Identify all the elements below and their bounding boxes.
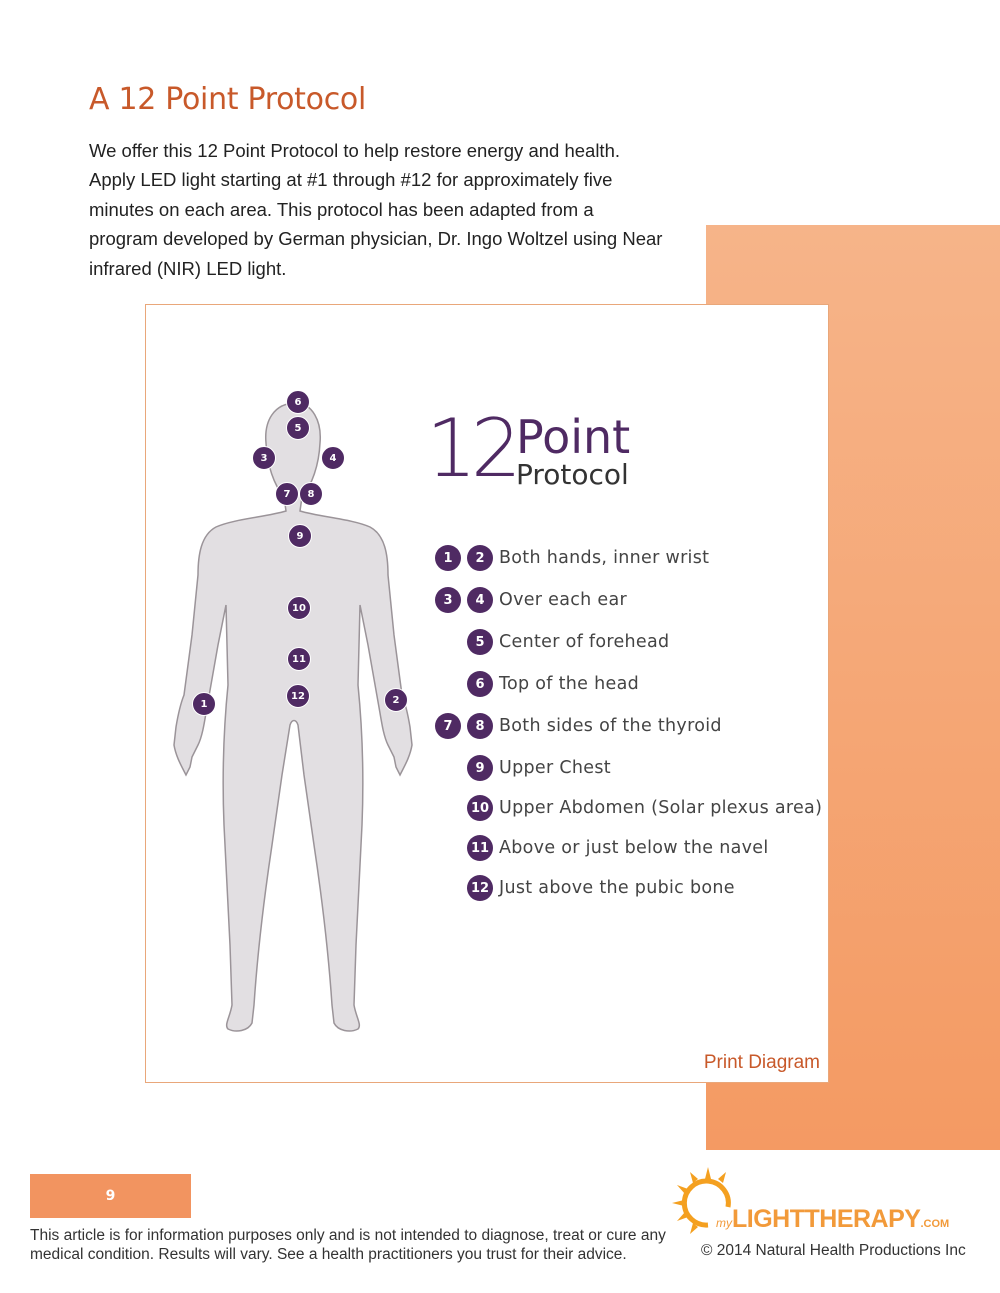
- protocol-heading-word: Point: [516, 410, 631, 464]
- body-point-12: 12: [286, 684, 310, 708]
- body-point-6: 6: [286, 390, 310, 414]
- legend-item: [467, 628, 669, 656]
- legend-text: Upper Chest: [499, 758, 611, 778]
- legend-badge: 3: [435, 587, 461, 613]
- legend-badge: 10: [467, 795, 493, 821]
- legend-text: Over each ear: [499, 590, 628, 610]
- intro-line: Apply LED light starting at #1 through #12 for approximately five: [89, 169, 613, 191]
- logo-wordmark: [716, 1205, 949, 1234]
- legend-item: [467, 874, 735, 902]
- page-number: 9: [30, 1174, 191, 1218]
- protocol-heading-number: 12: [426, 402, 516, 495]
- intro-line: infrared (NIR) LED light.: [89, 257, 287, 279]
- legend-text: Above or just below the navel: [499, 838, 769, 858]
- legend-text: Both hands, inner wrist: [499, 548, 710, 568]
- body-point-7: 7: [275, 482, 299, 506]
- body-point-1: 1: [192, 692, 216, 716]
- intro-line: We offer this 12 Point Protocol to help restore energy and health.: [89, 140, 620, 161]
- legend-item: [467, 670, 639, 698]
- legend-badge: 12: [467, 875, 493, 901]
- legend-badge: 1: [435, 545, 461, 571]
- body-point-10: 10: [287, 596, 311, 620]
- legend-text: Top of the head: [499, 674, 639, 694]
- body-point-9: 9: [288, 524, 312, 548]
- legend-item: [467, 834, 769, 862]
- logo-main: LIGHTTHERAPY: [732, 1205, 921, 1233]
- legend-item: [435, 586, 627, 614]
- company-logo: [668, 1163, 988, 1243]
- legend-badge: 5: [467, 629, 493, 655]
- legend-text: Just above the pubic bone: [499, 878, 735, 898]
- protocol-diagram: [145, 304, 829, 1083]
- legend-badge: 2: [467, 545, 493, 571]
- legend-item: [467, 754, 611, 782]
- legend-badge: 11: [467, 835, 493, 861]
- body-point-4: 4: [321, 446, 345, 470]
- print-diagram-link[interactable]: Print Diagram: [703, 1052, 820, 1073]
- legend-badge: 8: [467, 713, 493, 739]
- intro-paragraph: [89, 136, 701, 283]
- legend-badge: 6: [467, 671, 493, 697]
- legend-item: [467, 794, 822, 822]
- legend-item: [435, 712, 722, 740]
- legend-badge: 9: [467, 755, 493, 781]
- protocol-heading-sub: Protocol: [516, 458, 629, 491]
- body-point-11: 11: [287, 647, 311, 671]
- legend-badge: 7: [435, 713, 461, 739]
- page-title: A 12 Point Protocol: [89, 82, 366, 117]
- body-point-5: 5: [286, 416, 310, 440]
- legend-text: Both sides of the thyroid: [499, 716, 722, 736]
- logo-my: my: [716, 1216, 732, 1230]
- body-point-3: 3: [252, 446, 276, 470]
- legend-text: Center of forehead: [499, 632, 670, 652]
- body-point-2: 2: [384, 688, 408, 712]
- legend-badge: 4: [467, 587, 493, 613]
- copyright-text: © 2014 Natural Health Productions Inc: [701, 1242, 966, 1259]
- intro-line: program developed by German physician, Dr. Ingo Woltzel using Near: [89, 228, 663, 250]
- body-point-8: 8: [299, 482, 323, 506]
- legend-text: Upper Abdomen (Solar plexus area): [499, 798, 823, 818]
- intro-line: minutes on each area. This protocol has been adapted from a: [89, 198, 594, 220]
- legend-item: [435, 544, 709, 572]
- logo-suffix: .COM: [920, 1218, 950, 1230]
- disclaimer-text: This article is for information purposes only and is not intended to diagnose, treat or cure any medical condition. Results will vary. See a health practitioners you trust for their advice.: [30, 1227, 666, 1263]
